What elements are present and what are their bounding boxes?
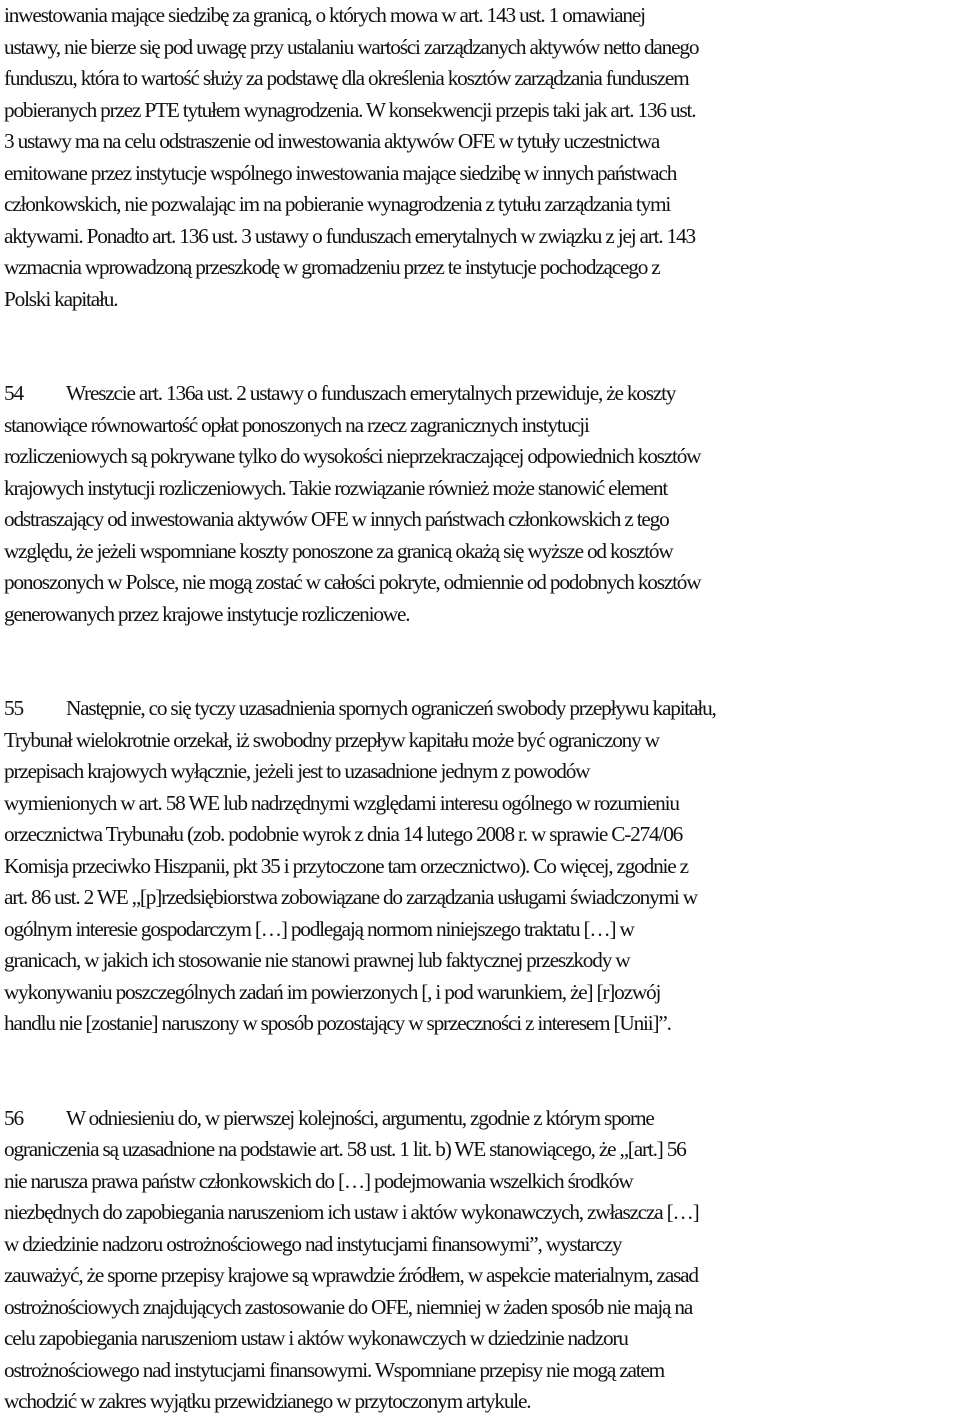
text-line: funduszu, która to wartość służy za podstawę dla określenia kosztów zarządzania funduszem [4,66,689,90]
text-line: Wreszcie art. 136a ust. 2 ustawy o funduszach emerytalnych przewiduje, że koszty [66,381,676,405]
text-line: względu, że jeżeli wspomniane koszty ponoszone za granicą okażą się wyższe od kosztów [4,538,673,563]
text-line: 3 ustawy ma na celu odstraszenie od inwestowania aktywów OFE w tytuły uczestnictwa [4,129,660,153]
text-line: Polski kapitału. [4,286,118,311]
text-line: wykonywaniu poszczególnych zadań im powierzonych [, i pod warunkiem, że] [r]ozwój [4,979,661,1004]
document-page [4,0,958,1418]
text-line: aktywami. Ponadto art. 136 ust. 3 ustawy o funduszach emerytalnych w związku z jej art. 143 [4,223,695,248]
text-line: wchodzić w zakres wyjątku przewidzianego w przytoczonym artykule. [4,1389,531,1413]
paragraph-56 [4,1103,958,1418]
paragraph-spacer [4,315,958,347]
paragraph-first-line [4,1103,958,1135]
paragraph-spacer [4,630,958,662]
text-line: ponoszonych w Polsce, nie mogą zostać w całości pokryte, odmiennie od podobnych kosztów [4,570,701,594]
text-line: wzmacnia wprowadzoną przeszkodę w gromadzeniu przez te instytucje pochodzącego z [4,255,660,279]
text-line: przepisach krajowych wyłącznie, jeżeli jest to uzasadnione jednym z powodów [4,759,590,783]
paragraph-continuation [4,0,958,315]
text-line: krajowych instytucji rozliczeniowych. Takie rozwiązanie również może stanowić element [4,475,668,500]
text-line: Komisja przeciwko Hiszpanii, pkt 35 i przytoczone tam orzecznictwo). Co więcej, zgodnie z [4,853,688,878]
text-line: niezbędnych do zapobiegania naruszeniom ich ustaw i aktów wykonawczych, zwłaszcza […] [4,1200,699,1224]
paragraph-number: 56 [4,1105,23,1130]
text-line: emitowane przez instytucje wspólnego inwestowania mające siedzibę w innych państwach [4,160,677,185]
text-line: celu zapobiegania naruszeniom ustaw i aktów wykonawczych w dziedzinie nadzoru [4,1326,628,1350]
text-line: pobieranych przez PTE tytułem wynagrodzenia. W konsekwencji przepis taki jak art. 136 ust. [4,97,696,122]
paragraph-spacer [4,347,958,379]
text-line: handlu nie [zostanie] naruszony w sposób pozostający w sprzeczności z interesem [Unii]”. [4,1011,671,1035]
paragraph-spacer [4,1071,958,1103]
text-line: ograniczenia są uzasadnione na podstawie art. 58 ust. 1 lit. b) WE stanowiącego, że „[art.] 56 [4,1137,686,1161]
text-line: ustawy, nie bierze się pod uwagę przy ustalaniu wartości zarządzanych aktywów netto danego [4,34,699,59]
text-line: Następnie, co się tyczy uzasadnienia spornych ograniczeń swobody przepływu kapitału, [66,696,716,720]
paragraph-54 [4,378,958,630]
text-line: w dziedzinie nadzoru ostrożnościowego nad instytucjami finansowymi”, wystarczy [4,1231,622,1256]
text-line: ogólnym interesie gospodarczym […] podlegają normom niniejszego traktatu […] w [4,916,634,941]
text-line: stanowiące równowartość opłat ponoszonych na rzecz zagranicznych instytucji [4,412,589,437]
text-line: Trybunał wielokrotnie orzekał, iż swobodny przepływ kapitału może być ograniczony w [4,727,659,752]
text-line: generowanych przez krajowe instytucje rozliczeniowe. [4,601,410,626]
text-line: granicach, w jakich ich stosowanie nie stanowi prawnej lub faktycznej przeszkody w [4,948,630,972]
paragraph-number: 54 [4,381,23,405]
text-line: nie narusza prawa państw członkowskich do […] podejmowania wszelkich środków [4,1168,633,1193]
paragraph-55 [4,693,958,1040]
text-line: odstraszający od inwestowania aktywów OFE w innych państwach członkowskich z tego [4,507,669,531]
paragraph-spacer [4,662,958,694]
text-line: wymienionych w art. 58 WE lub nadrzędnymi względami interesu ogólnego w rozumieniu [4,790,679,815]
paragraph-first-line [4,693,958,725]
paragraph-number: 55 [4,696,23,720]
text-line: zauważyć, że sporne przepisy krajowe są wprawdzie źródłem, w aspekcie materialnym, zasad [4,1263,698,1287]
text-line: rozliczeniowych są pokrywane tylko do wysokości nieprzekraczającej odpowiednich kosztów [4,444,701,468]
text-line: ostrożnościowego nad instytucjami finansowymi. Wspomniane przepisy nie mogą zatem [4,1357,665,1382]
text-line: W odniesieniu do, w pierwszej kolejności, argumentu, zgodnie z którym sporne [66,1105,654,1130]
paragraph-spacer [4,1040,958,1072]
text-line: członkowskich, nie pozwalając im na pobieranie wynagrodzenia z tytułu zarządzania tymi [4,192,671,216]
text-line: inwestowania mające siedzibę za granicą, o których mowa w art. 143 ust. 1 omawianej [4,3,645,27]
paragraph-first-line [4,378,958,410]
text-line: orzecznictwa Trybunału (zob. podobnie wyrok z dnia 14 lutego 2008 r. w sprawie C‑274/06 [4,822,683,846]
text-line: art. 86 ust. 2 WE „[p]rzedsiębiorstwa zobowiązane do zarządzania usługami świadczonymi w [4,885,697,909]
text-line: ostrożnościowych znajdujących zastosowanie do OFE, niemniej w żaden sposób nie mają na [4,1294,693,1319]
